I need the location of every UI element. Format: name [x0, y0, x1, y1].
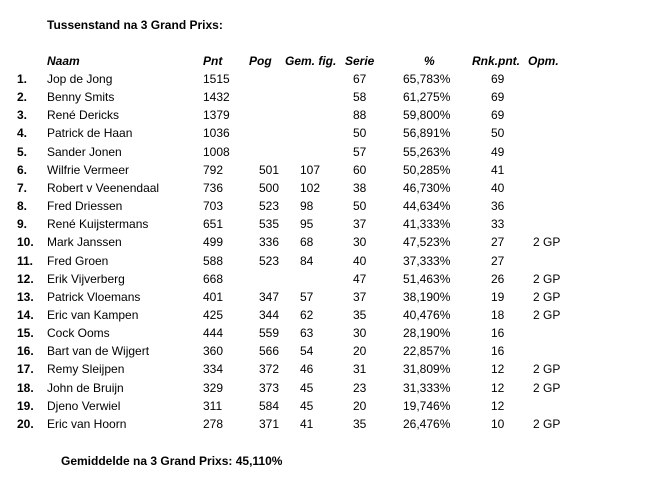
cell-rank: 15.: [17, 326, 34, 341]
table-row: [0, 143, 652, 161]
cell-rnk: 16: [491, 326, 505, 341]
table-row: [0, 215, 652, 233]
average-summary: Gemiddelde na 3 Grand Prixs: 45,110%: [61, 454, 283, 468]
table-row: [0, 124, 652, 142]
cell-rnk: 69: [491, 72, 505, 86]
table-row: [0, 288, 652, 306]
cell-pog: 336: [259, 235, 280, 250]
cell-serie: 30: [353, 235, 367, 250]
cell-serie: 31: [353, 362, 367, 377]
cell-rank: 18.: [17, 380, 34, 395]
cell-pnt: 444: [203, 326, 224, 341]
cell-pog: 373: [259, 380, 280, 395]
cell-serie: 88: [353, 108, 367, 123]
cell-naam: Fred Driessen: [47, 199, 123, 214]
cell-gem: 54: [300, 344, 314, 359]
cell-pnt: 668: [203, 271, 224, 286]
cell-pnt: 278: [203, 416, 224, 431]
cell-pnt: 311: [203, 398, 223, 413]
cell-rnk: 12: [491, 380, 505, 395]
cell-naam: Remy Sleijpen: [47, 362, 125, 377]
cell-pct: 41,333%: [403, 217, 451, 232]
cell-gem: 62: [300, 307, 314, 322]
cell-naam: Patrick de Haan: [47, 126, 133, 141]
cell-pct: 26,476%: [403, 416, 451, 431]
cell-rnk: 12: [491, 398, 505, 413]
cell-pct: 19,746%: [403, 398, 451, 413]
cell-pog: 371: [259, 416, 280, 431]
cell-naam: Bart van de Wijgert: [47, 344, 150, 359]
table-row: [0, 179, 652, 197]
cell-rnk: 18: [491, 307, 505, 322]
cell-pct: 28,190%: [403, 326, 451, 341]
cell-gem: 95: [300, 217, 314, 232]
cell-pnt: 499: [203, 235, 224, 250]
cell-rnk: 12: [491, 362, 505, 377]
cell-serie: 20: [353, 398, 367, 413]
table-row: [0, 233, 652, 251]
cell-naam: Fred Groen: [47, 253, 109, 268]
cell-rank: 2.: [17, 90, 28, 105]
cell-naam: Robert v Veenendaal: [47, 180, 160, 195]
cell-serie: 50: [353, 199, 367, 214]
cell-rnk: 69: [491, 108, 505, 123]
table-row: [0, 397, 652, 415]
cell-rnk: 36: [491, 199, 505, 214]
cell-serie: 35: [353, 307, 367, 322]
cell-naam: René Kuijstermans: [47, 217, 149, 232]
cell-gem: 57: [300, 289, 314, 304]
cell-serie: 47: [353, 271, 367, 286]
table-row: [0, 161, 652, 179]
cell-pct: 47,523%: [403, 235, 451, 250]
cell-gem: 102: [300, 180, 321, 195]
cell-pnt: 425: [203, 307, 224, 322]
table-row: [0, 197, 652, 215]
cell-rank: 12.: [17, 271, 34, 286]
cell-gem: 46: [300, 362, 314, 377]
cell-gem: 45: [300, 398, 314, 413]
cell-rank: 16.: [17, 344, 34, 359]
cell-pnt: 1515: [203, 72, 230, 86]
cell-gem: 68: [300, 235, 314, 250]
cell-pnt: 401: [203, 289, 224, 304]
cell-pog: 372: [259, 362, 280, 377]
cell-rnk: 40: [491, 180, 505, 195]
cell-pog: 347: [259, 289, 280, 304]
cell-pnt: 792: [203, 162, 224, 177]
cell-gem: 84: [300, 253, 314, 268]
cell-rnk: 27: [491, 235, 505, 250]
cell-serie: 58: [353, 90, 367, 105]
cell-serie: 57: [353, 144, 367, 159]
table-row: [0, 379, 652, 397]
cell-gem: 98: [300, 199, 314, 214]
cell-rank: 10.: [17, 235, 34, 250]
cell-gem: 63: [300, 326, 314, 341]
cell-naam: Sander Jonen: [47, 144, 122, 159]
header-naam: Naam: [47, 54, 80, 68]
cell-rank: 13.: [17, 289, 34, 304]
cell-naam: Eric van Hoorn: [47, 416, 127, 431]
cell-rank: 9.: [17, 217, 28, 232]
cell-pct: 55,263%: [403, 144, 451, 159]
cell-naam: Erik Vijverberg: [47, 271, 125, 286]
cell-opm: 2 GP: [533, 235, 561, 250]
table-row: [0, 306, 652, 324]
cell-rank: 3.: [17, 108, 28, 123]
cell-pnt: 1432: [203, 90, 230, 105]
cell-rnk: 41: [491, 162, 505, 177]
cell-pct: 46,730%: [403, 180, 451, 195]
cell-rank: 5.: [17, 144, 28, 159]
cell-pog: 500: [259, 180, 280, 195]
cell-naam: René Dericks: [47, 108, 120, 123]
table-row: [0, 360, 652, 378]
cell-pnt: 334: [203, 362, 224, 377]
cell-pct: 44,634%: [403, 199, 451, 214]
cell-pnt: 736: [203, 180, 224, 195]
cell-naam: Patrick Vloemans: [47, 289, 141, 304]
cell-rnk: 33: [491, 217, 505, 232]
header-opm: Opm.: [528, 54, 559, 68]
cell-rank: 1.: [17, 72, 28, 86]
cell-pct: 31,333%: [403, 380, 451, 395]
cell-pog: 523: [259, 199, 280, 214]
cell-rank: 6.: [17, 162, 28, 177]
cell-pog: 559: [259, 326, 280, 341]
cell-opm: 2 GP: [533, 380, 561, 395]
cell-rank: 14.: [17, 307, 34, 322]
cell-pnt: 588: [203, 253, 224, 268]
cell-serie: 60: [353, 162, 367, 177]
cell-rank: 7.: [17, 180, 28, 195]
cell-rnk: 69: [491, 90, 505, 105]
table-row: [0, 252, 652, 270]
cell-rank: 20.: [17, 416, 34, 431]
cell-rank: 19.: [17, 398, 34, 413]
cell-opm: 2 GP: [533, 289, 561, 304]
cell-pog: 535: [259, 217, 280, 232]
cell-pog: 501: [259, 162, 280, 177]
cell-naam: Wilfrie Vermeer: [47, 162, 130, 177]
table-row: [0, 270, 652, 288]
table-row: [0, 106, 652, 124]
cell-pnt: 1379: [203, 108, 230, 123]
cell-pnt: 703: [203, 199, 224, 214]
cell-pog: 566: [259, 344, 280, 359]
page-title: Tussenstand na 3 Grand Prixs:: [47, 18, 223, 32]
header-pct: %: [424, 54, 435, 68]
cell-pog: 584: [259, 398, 280, 413]
cell-pct: 22,857%: [403, 344, 451, 359]
cell-pnt: 329: [203, 380, 224, 395]
cell-pct: 56,891%: [403, 126, 451, 141]
cell-naam: Djeno Verwiel: [47, 398, 121, 413]
cell-rnk: 50: [491, 126, 505, 141]
cell-rank: 8.: [17, 199, 28, 214]
cell-gem: 107: [300, 162, 321, 177]
cell-rnk: 16: [491, 344, 505, 359]
cell-pct: 38,190%: [403, 289, 451, 304]
cell-pct: 40,476%: [403, 307, 451, 322]
cell-rank: 11.: [17, 253, 34, 268]
table-row: [0, 415, 652, 433]
table-row: [0, 88, 652, 106]
cell-pct: 51,463%: [403, 271, 451, 286]
cell-pnt: 651: [203, 217, 224, 232]
cell-rnk: 49: [491, 144, 505, 159]
cell-gem: 41: [300, 416, 314, 431]
cell-serie: 67: [353, 72, 367, 86]
cell-serie: 40: [353, 253, 367, 268]
cell-pct: 50,285%: [403, 162, 451, 177]
cell-pog: 344: [259, 307, 280, 322]
cell-naam: Cock Ooms: [47, 326, 110, 341]
cell-naam: Eric van Kampen: [47, 307, 139, 322]
table-row: [0, 70, 652, 88]
cell-rnk: 10: [491, 416, 505, 431]
cell-serie: 50: [353, 126, 367, 141]
cell-naam: John de Bruijn: [47, 380, 124, 395]
cell-pog: 523: [259, 253, 280, 268]
cell-rank: 17.: [17, 362, 34, 377]
header-pnt: Pnt: [203, 54, 223, 68]
header-pog: Pog: [249, 54, 272, 68]
cell-serie: 38: [353, 180, 367, 195]
cell-pnt: 1008: [203, 144, 230, 159]
cell-rank: 4.: [17, 126, 28, 141]
cell-serie: 20: [353, 344, 367, 359]
cell-pct: 61,275%: [403, 90, 451, 105]
cell-opm: 2 GP: [533, 416, 561, 431]
cell-pct: 37,333%: [403, 253, 451, 268]
header-gem-fig: Gem. fig.: [285, 54, 337, 68]
cell-pnt: 1036: [203, 126, 230, 141]
cell-pct: 59,800%: [403, 108, 451, 123]
cell-gem: 45: [300, 380, 314, 395]
cell-serie: 37: [353, 289, 367, 304]
cell-rnk: 27: [491, 253, 505, 268]
cell-pct: 31,809%: [403, 362, 451, 377]
cell-opm: 2 GP: [533, 362, 561, 377]
cell-opm: 2 GP: [533, 271, 561, 286]
cell-rnk: 19: [491, 289, 505, 304]
cell-serie: 30: [353, 326, 367, 341]
cell-opm: 2 GP: [533, 307, 561, 322]
cell-pct: 65,783%: [403, 72, 451, 86]
cell-serie: 37: [353, 217, 367, 232]
cell-serie: 35: [353, 416, 367, 431]
header-rnk-pnt: Rnk.pnt.: [472, 54, 520, 68]
cell-naam: Mark Janssen: [47, 235, 122, 250]
cell-rnk: 26: [491, 271, 505, 286]
cell-naam: Jop de Jong: [47, 72, 113, 86]
table-row: [0, 324, 652, 342]
cell-pnt: 360: [203, 344, 224, 359]
table-row: [0, 342, 652, 360]
cell-serie: 23: [353, 380, 367, 395]
cell-naam: Benny Smits: [47, 90, 115, 105]
header-serie: Serie: [345, 54, 375, 68]
